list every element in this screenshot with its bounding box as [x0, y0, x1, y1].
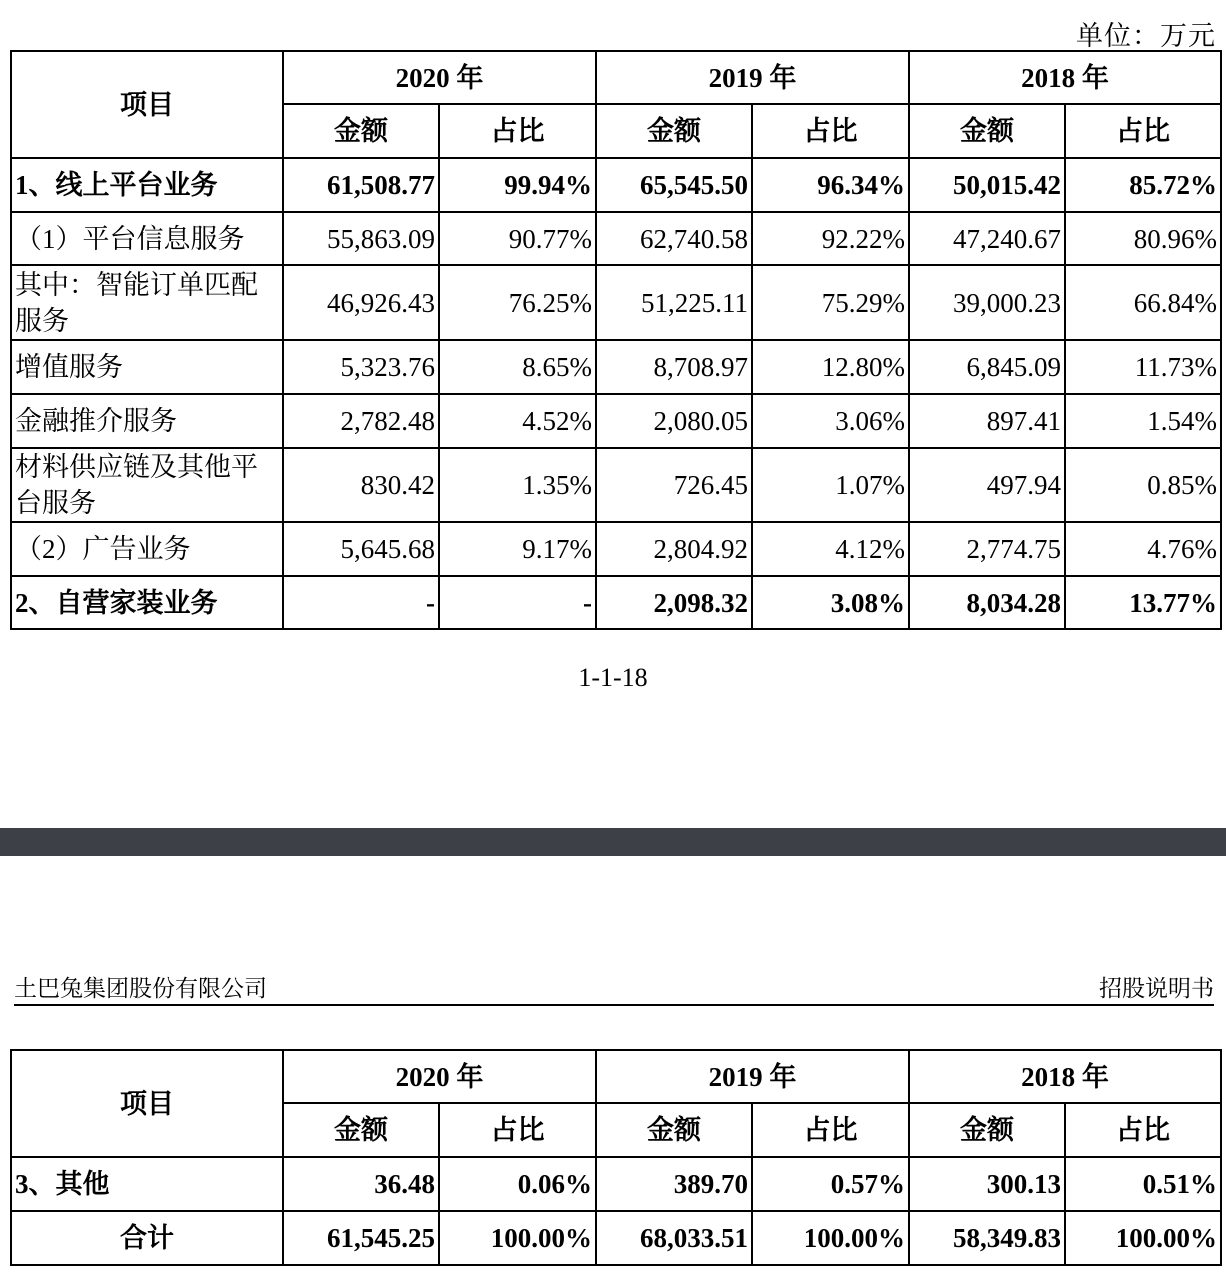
ratio-cell: 0.85%: [1065, 448, 1221, 522]
ratio-cell: 12.80%: [752, 340, 909, 394]
header-year-2019: 2019 年: [596, 1050, 909, 1103]
header-ratio: 占比: [439, 1103, 596, 1157]
ratio-cell: 96.34%: [752, 158, 909, 212]
table-row: [11, 158, 1221, 212]
ratio-cell: 100.00%: [752, 1211, 909, 1265]
ratio-cell: 11.73%: [1065, 340, 1221, 394]
amount-cell: 55,863.09: [283, 212, 439, 265]
table-row: [11, 1211, 1221, 1265]
amount-cell: 65,545.50: [596, 158, 752, 212]
row-label: 金融推介服务: [11, 394, 283, 448]
ratio-cell: 76.25%: [439, 265, 596, 340]
page-separator: [0, 828, 1226, 856]
header-item: 项目: [11, 51, 283, 158]
ratio-cell: 0.57%: [752, 1157, 909, 1211]
header-item: 项目: [11, 1050, 283, 1157]
ratio-cell: 13.77%: [1065, 576, 1221, 629]
table-row: [11, 522, 1221, 576]
ratio-cell: 80.96%: [1065, 212, 1221, 265]
table-row: [11, 1157, 1221, 1211]
table-row: [11, 394, 1221, 448]
ratio-cell: 92.22%: [752, 212, 909, 265]
header-year-2019: 2019 年: [596, 51, 909, 104]
row-label: 2、自营家装业务: [11, 576, 283, 629]
ratio-cell: 8.65%: [439, 340, 596, 394]
amount-cell: 2,804.92: [596, 522, 752, 576]
header-amount: 金额: [596, 104, 752, 158]
header-amount: 金额: [283, 1103, 439, 1157]
amount-cell: -: [283, 576, 439, 629]
amount-cell: 2,782.48: [283, 394, 439, 448]
unit-label: 单位：万元: [1076, 21, 1216, 51]
amount-cell: 897.41: [909, 394, 1065, 448]
header-ratio: 占比: [752, 104, 909, 158]
ratio-cell: 3.06%: [752, 394, 909, 448]
page-header: [14, 970, 1214, 1006]
document-type: 招股说明书: [1099, 976, 1214, 1002]
table-row: [11, 448, 1221, 522]
ratio-cell: 3.08%: [752, 576, 909, 629]
amount-cell: 389.70: [596, 1157, 752, 1211]
amount-cell: 5,323.76: [283, 340, 439, 394]
table-row: [11, 576, 1221, 629]
ratio-cell: 75.29%: [752, 265, 909, 340]
header-year-2018: 2018 年: [909, 51, 1221, 104]
amount-cell: 830.42: [283, 448, 439, 522]
header-amount: 金额: [596, 1103, 752, 1157]
header-ratio: 占比: [1065, 104, 1221, 158]
ratio-cell: 1.07%: [752, 448, 909, 522]
row-label: 1、线上平台业务: [11, 158, 283, 212]
ratio-cell: 66.84%: [1065, 265, 1221, 340]
header-year-2020: 2020 年: [283, 51, 596, 104]
header-amount: 金额: [909, 104, 1065, 158]
row-label: 3、其他: [11, 1157, 283, 1211]
amount-cell: 39,000.23: [909, 265, 1065, 340]
amount-cell: 2,080.05: [596, 394, 752, 448]
company-name: 土巴兔集团股份有限公司: [14, 976, 267, 1002]
amount-cell: 50,015.42: [909, 158, 1065, 212]
revenue-table-part2: [10, 1049, 1222, 1266]
amount-cell: 497.94: [909, 448, 1065, 522]
amount-cell: 8,034.28: [909, 576, 1065, 629]
ratio-cell: 0.06%: [439, 1157, 596, 1211]
row-label: 合计: [11, 1211, 283, 1265]
ratio-cell: 85.72%: [1065, 158, 1221, 212]
amount-cell: 2,774.75: [909, 522, 1065, 576]
ratio-cell: 4.76%: [1065, 522, 1221, 576]
table-row: [11, 212, 1221, 265]
row-label: 材料供应链及其他平台服务: [11, 448, 283, 522]
row-label: 增值服务: [11, 340, 283, 394]
amount-cell: 8,708.97: [596, 340, 752, 394]
ratio-cell: 4.52%: [439, 394, 596, 448]
page-number: 1-1-18: [578, 663, 648, 692]
header-ratio: 占比: [1065, 1103, 1221, 1157]
amount-cell: 2,098.32: [596, 576, 752, 629]
header-ratio: 占比: [439, 104, 596, 158]
row-label: 其中：智能订单匹配服务: [11, 265, 283, 340]
amount-cell: 6,845.09: [909, 340, 1065, 394]
amount-cell: 726.45: [596, 448, 752, 522]
amount-cell: 36.48: [283, 1157, 439, 1211]
header-year-2020: 2020 年: [283, 1050, 596, 1103]
amount-cell: 61,545.25: [283, 1211, 439, 1265]
amount-cell: 46,926.43: [283, 265, 439, 340]
table-row: [11, 340, 1221, 394]
amount-cell: 51,225.11: [596, 265, 752, 340]
amount-cell: 5,645.68: [283, 522, 439, 576]
revenue-table-part1: [10, 50, 1222, 630]
ratio-cell: -: [439, 576, 596, 629]
header-ratio: 占比: [752, 1103, 909, 1157]
ratio-cell: 9.17%: [439, 522, 596, 576]
row-label: （1）平台信息服务: [11, 212, 283, 265]
amount-cell: 300.13: [909, 1157, 1065, 1211]
amount-cell: 47,240.67: [909, 212, 1065, 265]
table-row: [11, 265, 1221, 340]
ratio-cell: 1.54%: [1065, 394, 1221, 448]
header-amount: 金额: [909, 1103, 1065, 1157]
header-year-2018: 2018 年: [909, 1050, 1221, 1103]
amount-cell: 62,740.58: [596, 212, 752, 265]
amount-cell: 61,508.77: [283, 158, 439, 212]
row-label: （2）广告业务: [11, 522, 283, 576]
ratio-cell: 4.12%: [752, 522, 909, 576]
ratio-cell: 100.00%: [1065, 1211, 1221, 1265]
ratio-cell: 90.77%: [439, 212, 596, 265]
amount-cell: 58,349.83: [909, 1211, 1065, 1265]
ratio-cell: 0.51%: [1065, 1157, 1221, 1211]
ratio-cell: 1.35%: [439, 448, 596, 522]
header-amount: 金额: [283, 104, 439, 158]
ratio-cell: 99.94%: [439, 158, 596, 212]
ratio-cell: 100.00%: [439, 1211, 596, 1265]
amount-cell: 68,033.51: [596, 1211, 752, 1265]
